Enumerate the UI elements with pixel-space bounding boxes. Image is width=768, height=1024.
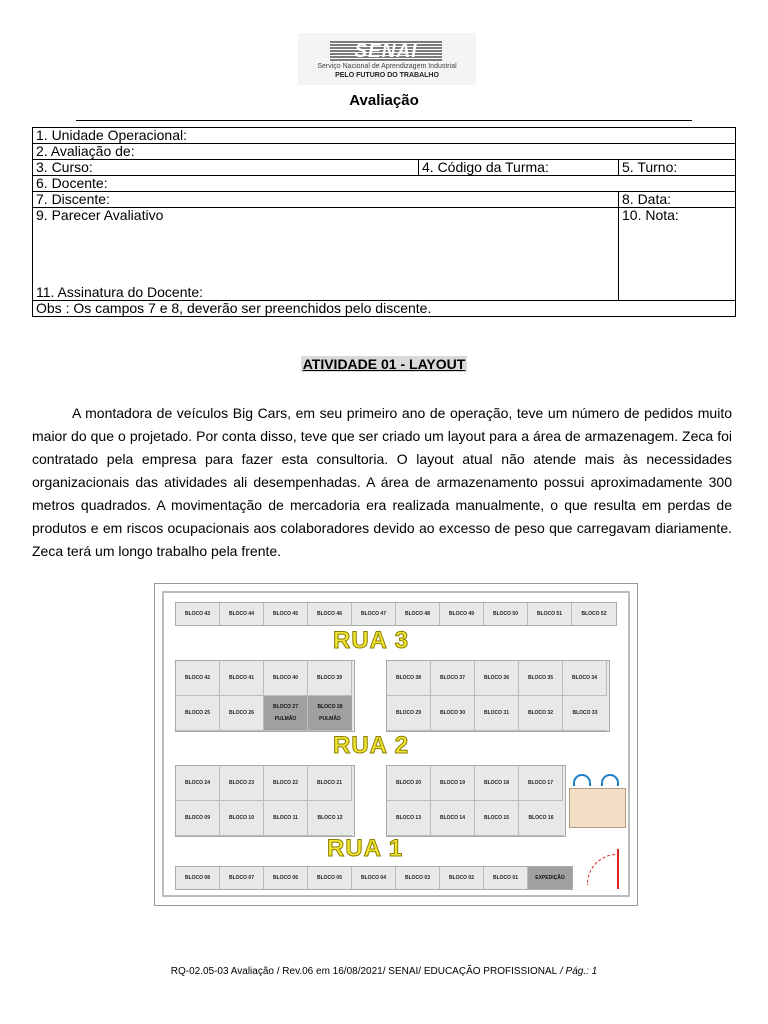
field-unidade[interactable]: 1. Unidade Operacional: <box>33 128 736 144</box>
footer-page: / Pág.: 1 <box>557 966 598 977</box>
block-cell: BLOCO 39 <box>308 661 352 696</box>
block-cell: BLOCO 52 <box>581 611 607 617</box>
field-discente[interactable]: 7. Discente: <box>33 192 619 208</box>
street-label-rua3: RUA 3 <box>333 627 410 654</box>
block-cell: BLOCO 50 <box>484 603 528 625</box>
block-cell: BLOCO 18 <box>475 766 519 801</box>
senai-logo <box>298 33 476 85</box>
block-cell-pulmao: BLOCO 28 PULMÃO <box>308 696 352 731</box>
block-cell: BLOCO 46 <box>308 603 352 625</box>
logo-slogan: PELO FUTURO DO TRABALHO <box>335 72 439 79</box>
title-underline <box>76 120 692 121</box>
field-curso[interactable]: 3. Curso: <box>33 160 419 176</box>
block-cell: BLOCO 19 <box>431 766 475 801</box>
field-docente[interactable]: 6. Docente: <box>33 176 736 192</box>
street-label-rua2: RUA 2 <box>333 732 410 759</box>
warehouse-layout-diagram <box>154 583 638 906</box>
block-cell: BLOCO 22 <box>264 766 308 801</box>
page-title: Avaliação <box>349 92 419 109</box>
block-cell: BLOCO 07 <box>220 867 264 889</box>
block-cell: BLOCO 23 <box>220 766 264 801</box>
block-cell: BLOCO 10 <box>220 801 264 836</box>
block-cell: BLOCO 51 <box>528 603 572 625</box>
block-cell-expedicao: EXPEDIÇÃO <box>528 867 572 889</box>
field-nota[interactable]: 10. Nota: <box>619 208 736 301</box>
block-cell: BLOCO 43 <box>176 603 220 625</box>
field-turma[interactable]: 4. Código da Turma: <box>419 160 619 176</box>
block-cell: BLOCO 40 <box>264 661 308 696</box>
chair-icon <box>601 774 619 786</box>
block-cell: BLOCO 38 <box>387 661 431 696</box>
door-icon <box>617 849 619 889</box>
block-cell: BLOCO 13 <box>387 801 431 836</box>
page-footer <box>0 966 768 977</box>
block-cell: BLOCO 14 <box>431 801 475 836</box>
block-cell: BLOCO 08 <box>176 867 220 889</box>
low-left-blocks <box>175 765 355 837</box>
block-cell: BLOCO 03 <box>396 867 440 889</box>
block-cell: BLOCO 26 <box>220 696 264 731</box>
top-block-row <box>175 602 617 626</box>
logo-subtitle: Serviço Nacional de Aprendizagem Industrial <box>317 63 457 70</box>
block-cell: BLOCO 21 <box>308 766 352 801</box>
block-cell: BLOCO 49 <box>440 603 484 625</box>
block-cell: BLOCO 05 <box>308 867 352 889</box>
block-cell: BLOCO 29 <box>387 696 431 731</box>
office-desk <box>569 788 626 828</box>
low-right-blocks <box>386 765 566 837</box>
block-cell: BLOCO 34 <box>563 661 607 696</box>
activity-heading: ATIVIDADE 01 - LAYOUT <box>302 356 466 372</box>
block-cell: BLOCO 16 <box>519 801 563 836</box>
parecer-label: 9. Parecer Avaliativo <box>36 207 164 223</box>
block-cell: BLOCO 02 <box>440 867 484 889</box>
block-cell: BLOCO 42 <box>176 661 220 696</box>
block-cell: BLOCO 35 <box>519 661 563 696</box>
field-parecer[interactable] <box>33 208 619 301</box>
block-cell: BLOCO 01 <box>484 867 528 889</box>
block-cell: BLOCO 20 <box>387 766 431 801</box>
footer-text: RQ-02.05-03 Avaliação / Rev.06 em 16/08/2021/ SENAI/ EDUCAÇÃO PROFISSIONAL <box>170 966 558 977</box>
block-cell: BLOCO 17 <box>519 766 563 801</box>
evaluation-form <box>32 127 736 317</box>
street-label-rua1: RUA 1 <box>327 835 404 862</box>
block-cell: BLOCO 48 <box>396 603 440 625</box>
field-turno[interactable]: 5. Turno: <box>619 160 736 176</box>
block-cell: BLOCO 41 <box>220 661 264 696</box>
block-cell-pulmao: BLOCO 27 PULMÃO <box>264 696 308 731</box>
field-avaliacao[interactable]: 2. Avaliação de: <box>33 144 736 160</box>
block-cell: BLOCO 36 <box>475 661 519 696</box>
block-cell: BLOCO 24 <box>176 766 220 801</box>
activity-paragraph: A montadora de veículos Big Cars, em seu primeiro ano de operação, teve um número de pedidos muito maior do que o projetado. Por conta disso, teve que ser criado um layout para a área de armazenagem. Zeca foi contratado pela empresa para fazer esta consultoria. O layout atual não atende mais às necessidades organizacionais das atividades ali desempenhadas. A área de armazenamento possui aproximadamente 300 metros quadrados. A movimentação de mercadoria era realizada manualmente, o que resulta em perdas de produtos e em riscos ocupacionais aos colaboradores devido ao excesso de peso que carregavam diariamente. Zeca terá um longo trabalho pela frente. <box>32 405 732 559</box>
field-data[interactable]: 8. Data: <box>619 192 736 208</box>
block-cell: BLOCO 15 <box>475 801 519 836</box>
block-cell: BLOCO 30 <box>431 696 475 731</box>
block-cell: BLOCO 31 <box>475 696 519 731</box>
block-cell: BLOCO 09 <box>176 801 220 836</box>
block-cell: BLOCO 33 <box>563 696 607 731</box>
block-cell: BLOCO 11 <box>264 801 308 836</box>
block-cell: BLOCO 47 <box>352 603 396 625</box>
assinatura-label: 11. Assinatura do Docente: <box>36 284 204 300</box>
obs-note: Obs : Os campos 7 e 8, deverão ser preenchidos pelo discente. <box>33 301 736 317</box>
block-cell: BLOCO 06 <box>264 867 308 889</box>
block-cell: BLOCO 12 <box>308 801 352 836</box>
bottom-block-row <box>175 866 573 890</box>
chair-icon <box>573 774 591 786</box>
mid-right-blocks <box>386 660 610 732</box>
logo-wordmark: SENAI <box>330 41 442 62</box>
mid-left-blocks <box>175 660 355 732</box>
block-cell: BLOCO 37 <box>431 661 475 696</box>
block-cell: BLOCO 04 <box>352 867 396 889</box>
block-cell: BLOCO 44 <box>220 603 264 625</box>
block-cell: BLOCO 32 <box>519 696 563 731</box>
block-cell: BLOCO 45 <box>264 603 308 625</box>
block-cell: BLOCO 25 <box>176 696 220 731</box>
